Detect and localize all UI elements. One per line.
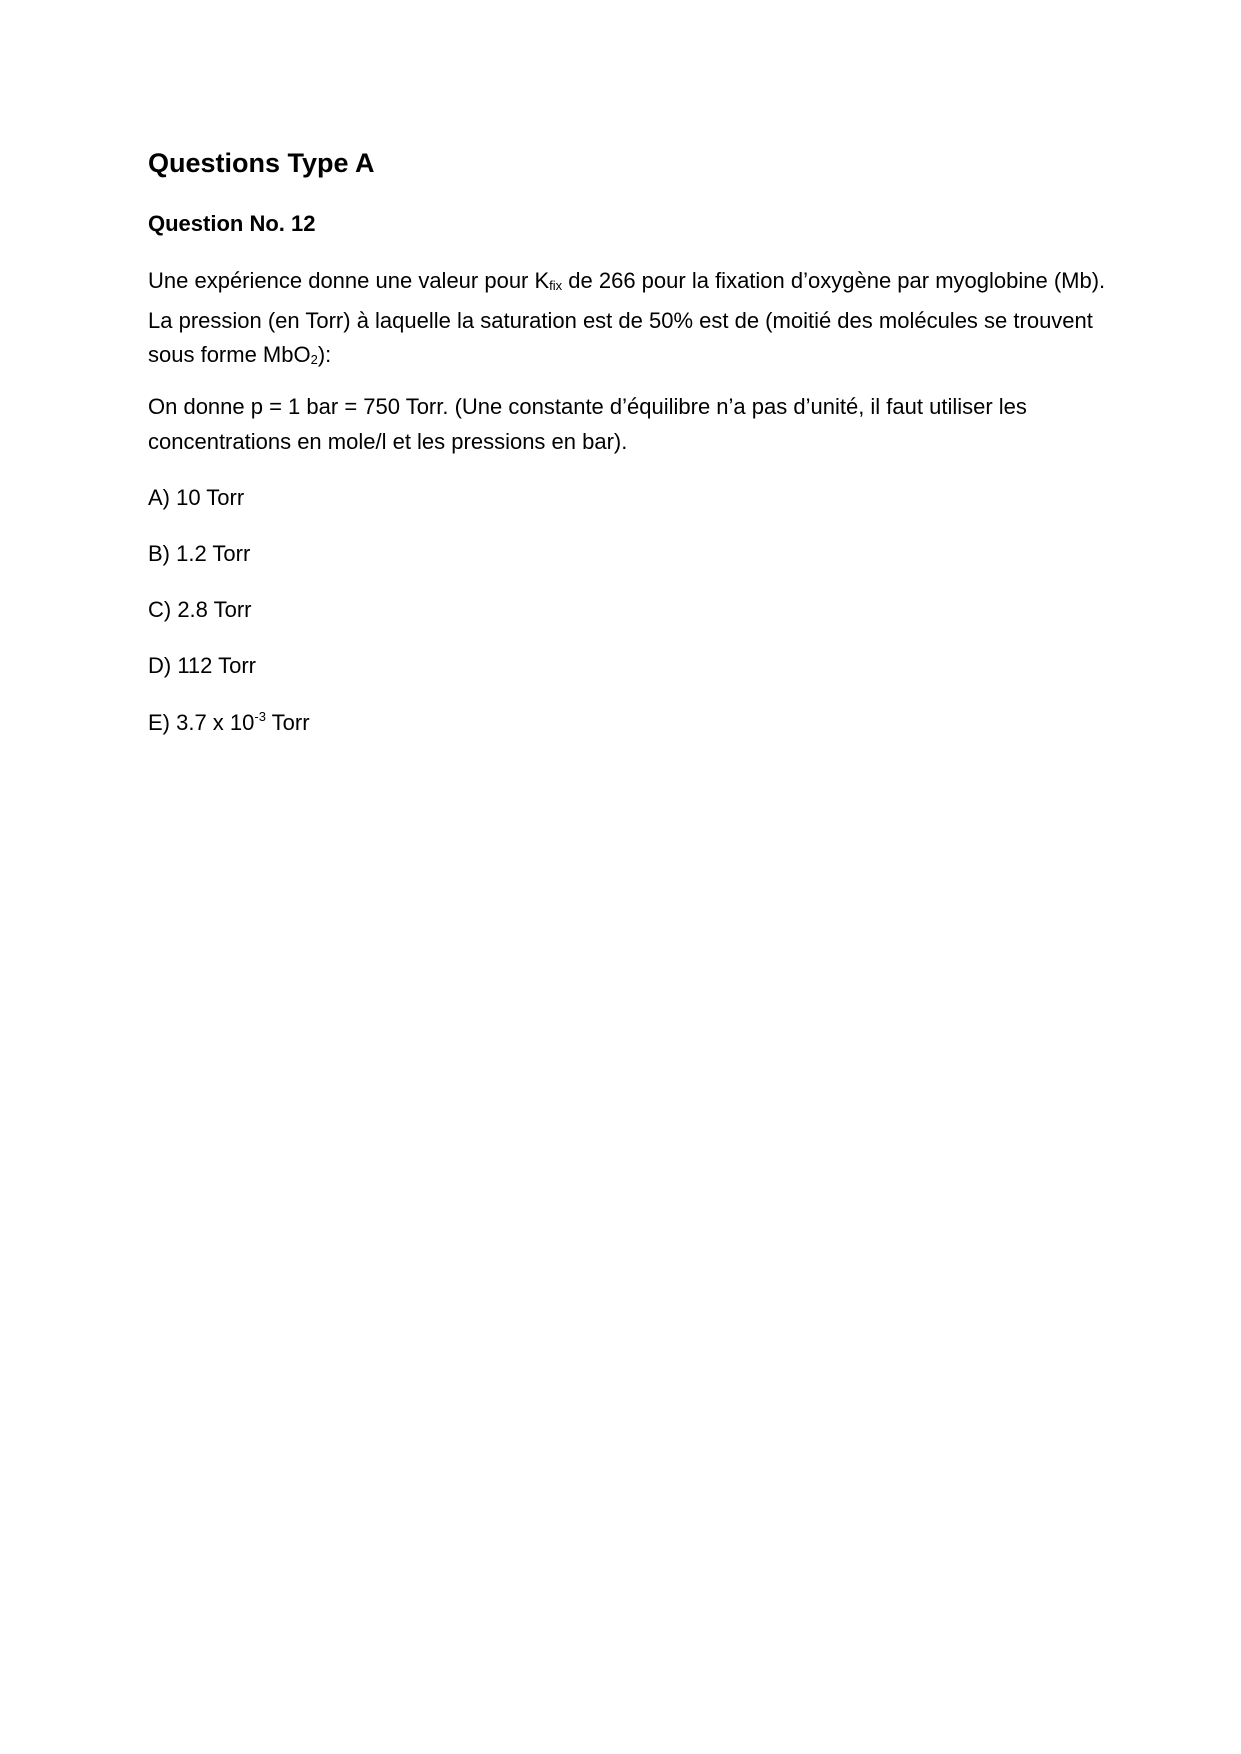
option-a: A) 10 Torr	[148, 485, 245, 510]
option-b: B) 1.2 Torr	[148, 541, 251, 566]
question-stem-part-2: de 266 pour la fixation d’oxygène par myoglobine (Mb). La pression (en Torr) à laquelle la saturation est de 50% est de (moitié des molécules se trouvent sous forme MbO	[148, 268, 1106, 367]
option-e-prefix: E) 3.7 x 10	[148, 710, 255, 735]
option-d: D) 112 Torr	[148, 653, 257, 678]
k-fix-subscript: fix	[549, 278, 563, 293]
question-stem-part-3: ):	[317, 342, 332, 367]
option-e-exponent: -3	[254, 709, 266, 724]
question-note: On donne p = 1 bar = 750 Torr. (Une constante d’équilibre n’a pas d’unité, il faut utiliser les concentrations en mole/l et les pressions en bar).	[148, 394, 1027, 454]
mbo2-subscript: 2	[310, 352, 318, 367]
option-e	[148, 709, 310, 736]
question-number: Question No. 12	[148, 211, 316, 236]
option-e-suffix: Torr	[265, 710, 310, 735]
section-title: Questions Type A	[148, 148, 375, 178]
option-c: C) 2.8 Torr	[148, 597, 252, 622]
question-stem	[148, 264, 1108, 378]
question-stem-part-1: Une expérience donne une valeur pour K	[148, 268, 550, 293]
